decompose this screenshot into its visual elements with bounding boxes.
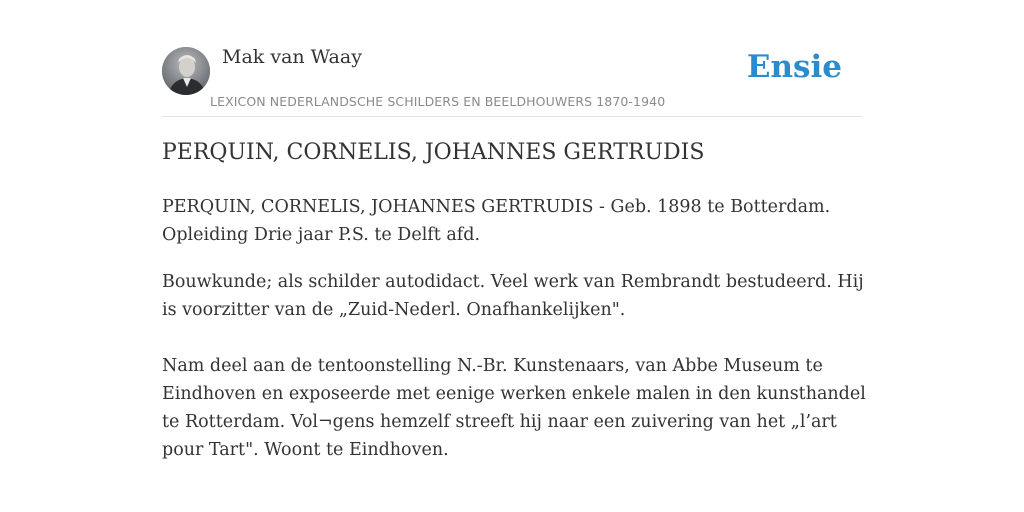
page-title: PERQUIN, CORNELIS, JOHANNES GERTRUDIS (162, 140, 705, 165)
avatar[interactable] (162, 47, 210, 95)
article-paragraph: Nam deel aan de tentoonstelling N.-Br. Kunstenaars, van Abbe Museum te Eindhoven en exposeerde met eenige werken enkele malen in den kunsthandel te Rotterdam. Vol¬gens hemzelf streeft hij naar een zuivering van het „l’art pour Tart". Woont te Eindhoven. (162, 356, 866, 460)
author-portrait-icon (162, 47, 210, 95)
header (162, 44, 862, 117)
article-paragraph: PERQUIN, CORNELIS, JOHANNES GERTRUDIS - Geb. 1898 te Botterdam. Opleiding Drie jaar P.S. te Delft afd. (162, 197, 831, 245)
article-paragraph: Bouwkunde; als schilder autodidact. Veel werk van Rembrandt bestudeerd. Hij is voorzitter van de „Zuid-Nederl. Onafhankelijken". (162, 272, 864, 320)
brand-logo[interactable]: Ensie (746, 49, 842, 85)
source-title[interactable]: LEXICON NEDERLANDSCHE SCHILDERS EN BEELDHOUWERS 1870-1940 (210, 94, 666, 109)
author-name[interactable]: Mak van Waay (222, 46, 362, 68)
article-body (162, 193, 872, 464)
